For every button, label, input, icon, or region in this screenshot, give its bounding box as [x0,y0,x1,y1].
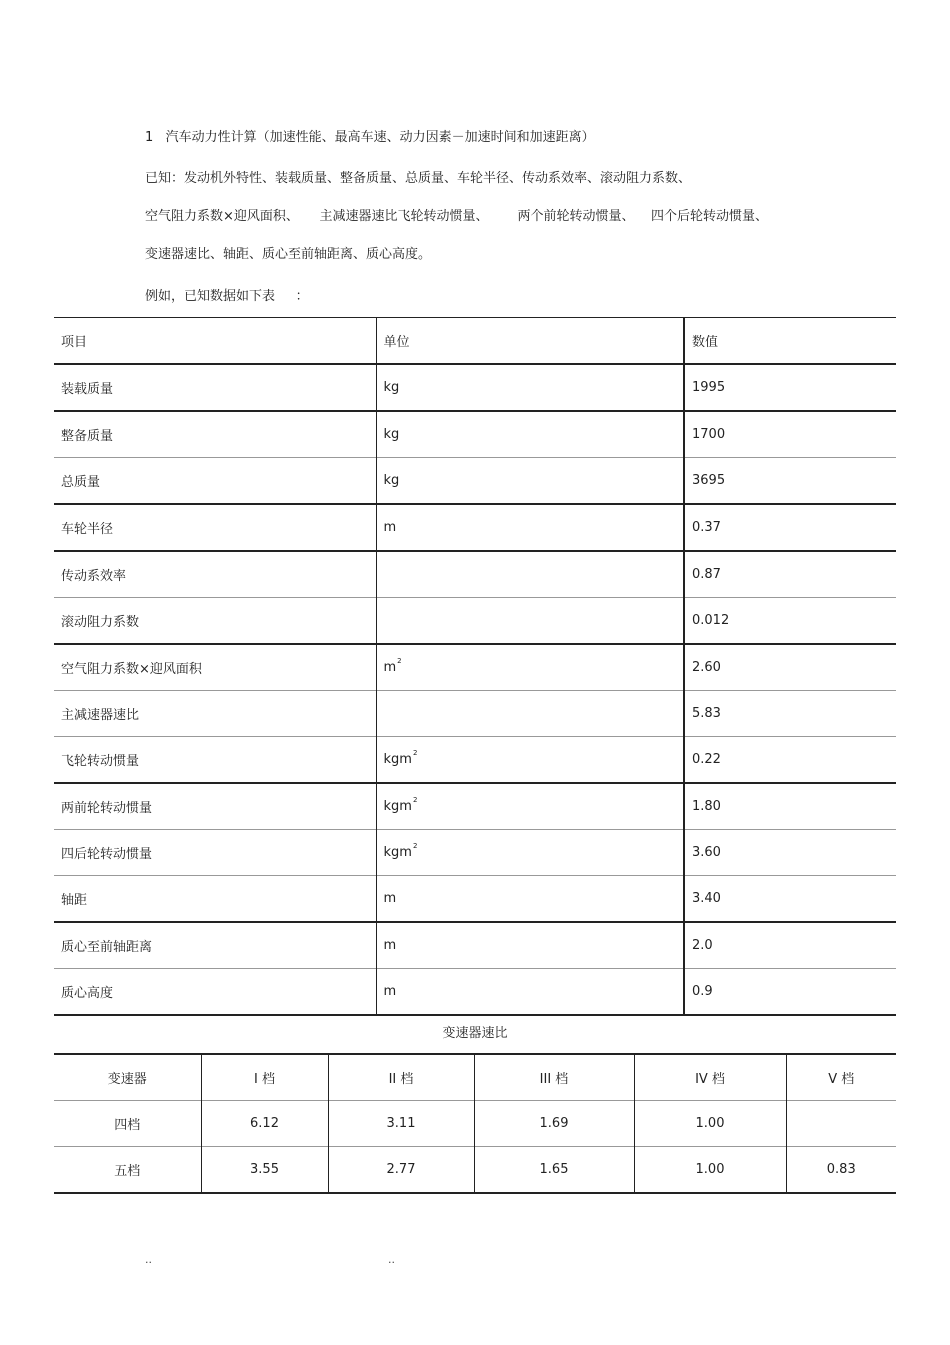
gear-cell: 1.00 [634,1101,786,1147]
row-item: 质心至前轴距离 [54,922,376,969]
row-item: 质心高度 [54,969,376,1016]
table-row [54,876,896,923]
example-intro: 例如，已知数据如下表 ： [145,289,309,304]
table-row [54,969,896,1016]
row-unit: kgm$^2$ [376,783,684,830]
footer-dots-right: .. [388,1253,395,1266]
gear-cell [786,1101,896,1147]
row-value: 3.40 [684,876,896,923]
gear-cell: 6.12 [201,1101,328,1147]
given-paragraph-line-2: 空气阻力系数×迎风面积、 主减速器速比飞轮转动惯量、 两个前轮转动惯量、 四个后轮转动惯量、 [145,209,769,224]
gear-row [54,1101,896,1147]
row-item: 飞轮转动惯量 [54,737,376,784]
row-unit [376,551,684,598]
gear-header-row [54,1054,896,1101]
gear-cell: 3.11 [328,1101,474,1147]
gear-header-cell: IV 档 [634,1054,786,1101]
row-value: 1995 [684,364,896,411]
gear-header-cell: I 档 [201,1054,328,1101]
row-value: 0.012 [684,598,896,645]
gear-cell: 2.77 [328,1147,474,1194]
row-value: 0.87 [684,551,896,598]
table-row [54,783,896,830]
gear-cell: 四档 [54,1101,201,1147]
table-row [54,598,896,645]
row-unit: kg [376,364,684,411]
header-unit: 单位 [376,318,684,365]
table-row [54,458,896,505]
row-item: 四后轮转动惯量 [54,830,376,876]
gear-cell: 五档 [54,1147,201,1194]
row-item: 传动系效率 [54,551,376,598]
table-header-row [54,318,896,365]
row-value: 3695 [684,458,896,505]
table-row [54,644,896,691]
table-row [54,691,896,737]
row-item: 车轮半径 [54,504,376,551]
table-row [54,364,896,411]
row-value: 1.80 [684,783,896,830]
gear-ratio-table [54,1053,896,1194]
gear-header-cell: V 档 [786,1054,896,1101]
document-title: 1 汽车动力性计算（加速性能、最高车速、动力因素－加速时间和加速距离） [145,130,595,145]
row-unit: m [376,969,684,1016]
row-item: 两前轮转动惯量 [54,783,376,830]
gear-table-caption: 变速器速比 [442,1026,508,1041]
row-item: 空气阻力系数×迎风面积 [54,644,376,691]
gear-header-cell: 变速器 [54,1054,201,1101]
row-item: 主减速器速比 [54,691,376,737]
gear-header-cell: III 档 [474,1054,634,1101]
row-value: 0.37 [684,504,896,551]
table-row [54,504,896,551]
row-value: 5.83 [684,691,896,737]
row-value: 0.9 [684,969,896,1016]
gear-cell: 3.55 [201,1147,328,1194]
row-unit: m [376,922,684,969]
row-value: 2.60 [684,644,896,691]
row-unit: m [376,504,684,551]
row-unit [376,691,684,737]
row-unit: $m^2$ [376,644,684,691]
row-item: 滚动阻力系数 [54,598,376,645]
row-value: 0.22 [684,737,896,784]
table-row [54,551,896,598]
gear-cell: 0.83 [786,1147,896,1194]
row-unit: m [376,876,684,923]
row-unit: kg [376,458,684,505]
table-row [54,830,896,876]
row-value: 1700 [684,411,896,458]
header-value: 数值 [684,318,896,365]
row-item: 轴距 [54,876,376,923]
row-unit [376,598,684,645]
header-item: 项目 [54,318,376,365]
gear-cell: 1.00 [634,1147,786,1194]
given-paragraph-line-1: 已知：发动机外特性、装载质量、整备质量、总质量、车轮半径、传动系效率、滚动阻力系数、 [145,171,692,186]
row-item: 整备质量 [54,411,376,458]
row-unit: kgm$^2$ [376,737,684,784]
row-unit: kg [376,411,684,458]
table-row [54,922,896,969]
gear-cell: 1.65 [474,1147,634,1194]
row-item: 总质量 [54,458,376,505]
gear-cell: 1.69 [474,1101,634,1147]
row-value: 3.60 [684,830,896,876]
footer-dots-left: .. [145,1253,152,1266]
gear-row [54,1147,896,1194]
row-item: 装载质量 [54,364,376,411]
table-row [54,411,896,458]
gear-header-cell: II 档 [328,1054,474,1101]
table-row [54,737,896,784]
row-unit: kgm$^2$ [376,830,684,876]
given-paragraph-line-3: 变速器速比、轴距、质心至前轴距离、质心高度。 [145,247,432,262]
parameters-table [54,317,896,1016]
row-value: 2.0 [684,922,896,969]
